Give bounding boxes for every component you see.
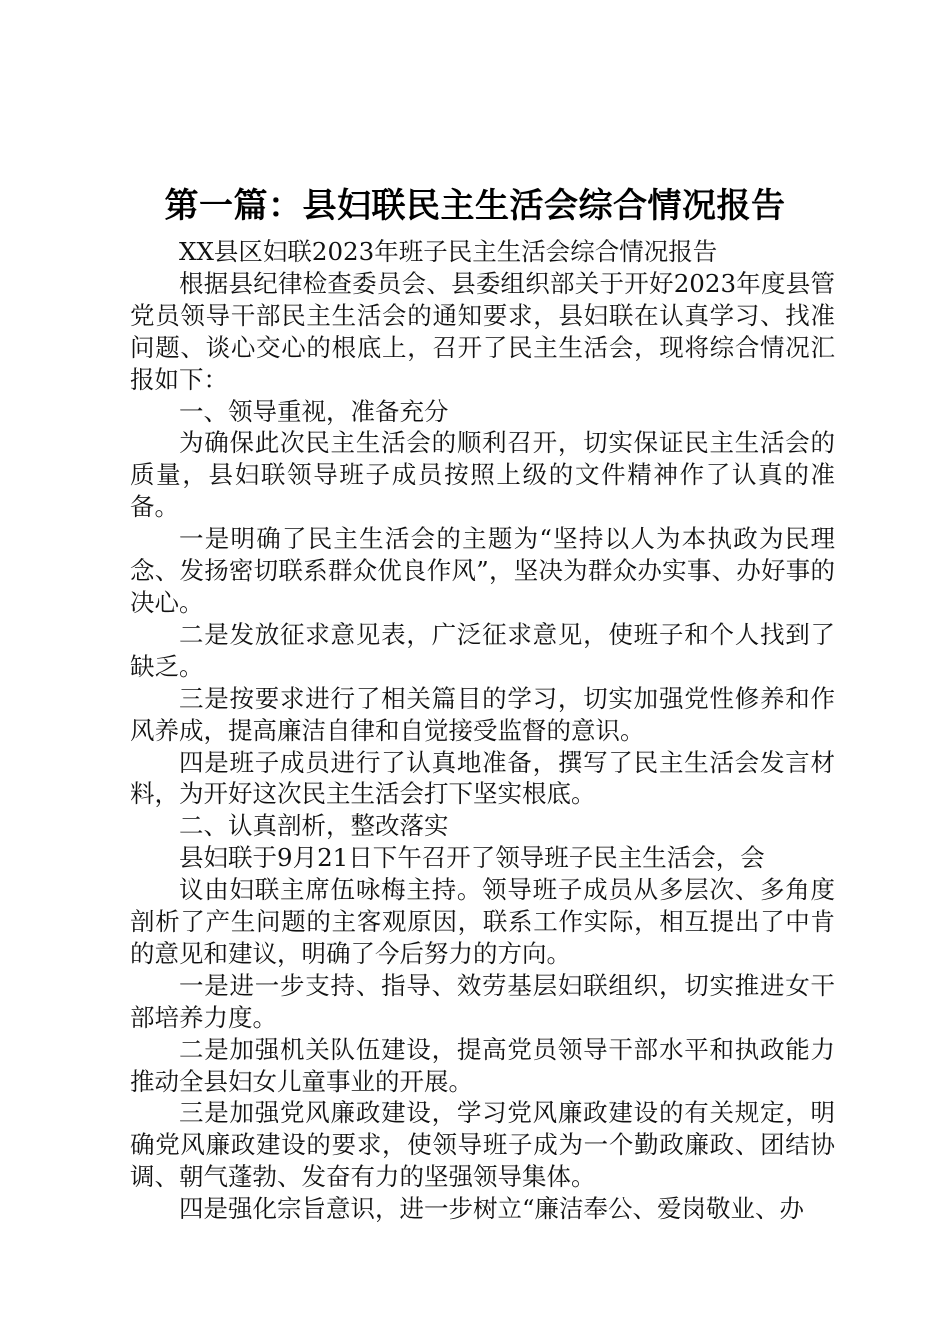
section-heading: 一、领导重视，准备充分 [179,396,449,426]
document-body [130,236,835,1225]
paragraph: XX县区妇联2023年班子民主生活会综合情况报告 [179,237,718,266]
paragraph: 二是加强机关队伍建设，提高党员领导干部水平和执政能力推动全县妇女儿童事业的开展。 [130,1034,835,1096]
paragraph: 根据县纪律检查委员会、县委组织部关于开好2023年度县管党员领导干部民主生活会的通知要求，县妇联在认真学习、找准问题、谈心交心的根底上，召开了民主生活会，现将综合情况汇报如下： [130,268,835,394]
paragraph: 一是明确了民主生活会的主题为“坚持以人为本执政为民理念、发扬密切联系群众优良作风”，坚决为群众办实事、办好事的决心。 [130,524,835,617]
paragraph: 四是班子成员进行了认真地准备，撰写了民主生活会发言材料，为开好这次民主生活会打下坚实根底。 [130,747,835,809]
paragraph: 四是强化宗旨意识，进一步树立“廉洁奉公、爱岗敬业、办 [179,1194,805,1224]
section-heading: 二、认真剖析，整改落实 [179,811,449,841]
paragraph: 三是按要求进行了相关篇目的学习，切实加强党性修养和作风养成，提高廉洁自律和自觉接受监督的意识。 [130,683,835,745]
paragraph: 一是进一步支持、指导、效劳基层妇联组织，切实推进女干部培养力度。 [130,970,835,1032]
document-title: 第一篇：县妇联民主生活会综合情况报告 [164,186,786,226]
paragraph: 县妇联于9月21日下午召开了领导班子民主生活会，会 [179,843,765,873]
paragraph: 为确保此次民主生活会的顺利召开，切实保证民主生活会的质量，县妇联领导班子成员按照上级的文件精神作了认真的准备。 [130,428,835,522]
paragraph: 议由妇联主席伍咏梅主持。领导班子成员从多层次、多角度剖析了产生问题的主客观原因，联系工作实际，相互提出了中肯的意见和建议，明确了今后努力的方向。 [130,875,835,968]
paragraph: 三是加强党风廉政建设，学习党风廉政建设的有关规定，明确党风廉政建设的要求，使领导班子成为一个勤政廉政、团结协调、朝气蓬勃、发奋有力的坚强领导集体。 [130,1098,835,1192]
paragraph: 二是发放征求意见表，广泛征求意见，使班子和个人找到了缺乏。 [130,619,835,681]
